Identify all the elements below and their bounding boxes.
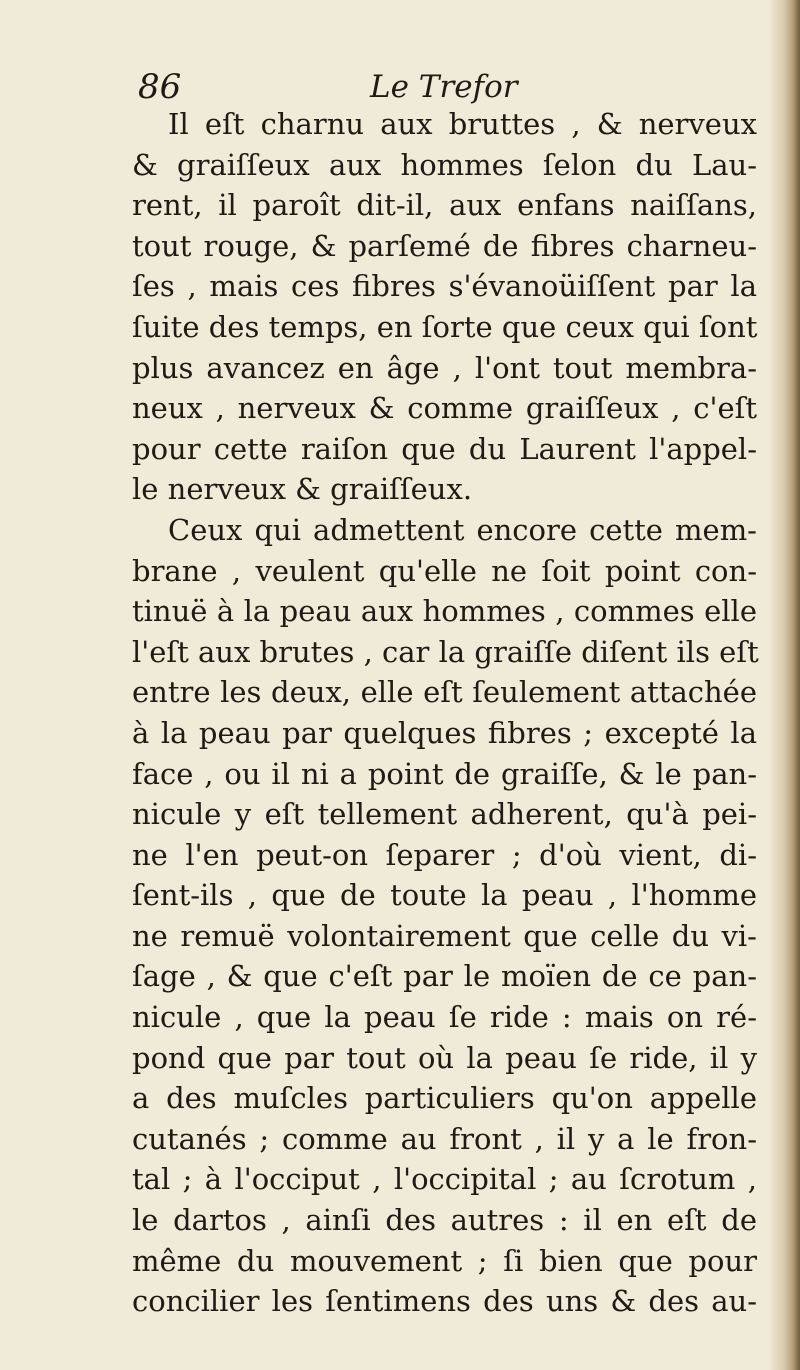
text-line: ſent-ils , que de toute la peau , l'homme [132, 878, 757, 913]
text-line: & graiſſeux aux hommes ſelon du Lau- [132, 147, 757, 182]
body-text [132, 104, 757, 1322]
text-line: l'eſt aux brutes , car la graiſſe diſent ils eſt [132, 634, 759, 669]
text-line: tinuë à la peau aux hommes , commes elle [132, 594, 757, 629]
text-line: a des muſcles particuliers qu'on appelle [132, 1081, 757, 1116]
text-line: tout rouge, & parſemé de fibres charneu- [132, 228, 757, 263]
text-line: tal ; à l'occiput , l'occipital ; au ſcrotum , [132, 1162, 757, 1197]
page-number: 86 [138, 67, 182, 107]
text-line: le nerveux & graiſſeux. [132, 472, 473, 507]
text-line: nicule y eſt tellement adherent, qu'à pei- [132, 797, 757, 832]
text-line: concilier les ſentimens des uns & des au- [132, 1284, 757, 1319]
text-line: le dartos , ainſi des autres : il en eſt de [132, 1203, 757, 1238]
text-line: Il eſt charnu aux bruttes , & nerveux [168, 107, 757, 141]
text-line: pond que par tout où la peau ſe ride, il y [132, 1040, 757, 1075]
text-line: entre les deux, elle eſt ſeulement attachée [132, 675, 757, 710]
text-line: neux , nerveux & comme graiſſeux , c'eſt [132, 391, 757, 426]
text-line: pour cette raiſon que du Laurent l'appel- [132, 431, 757, 466]
text-line: ſage , & que c'eſt par le moïen de ce pan- [132, 959, 757, 994]
text-line: nicule , que la peau ſe ride : mais on ré- [132, 1000, 757, 1035]
page-edge-shadow [770, 0, 800, 1370]
text-line: ſuite des temps, en ſorte que ceux qui ſont [132, 309, 758, 344]
text-line: cutanés ; comme au front , il y a le fron- [132, 1121, 757, 1156]
text-line: même du mouvement ; ſi bien que pour [132, 1243, 757, 1278]
text-line: à la peau par quelques fibres ; excepté la [132, 715, 757, 750]
text-line: plus avancez en âge , l'ont tout membra- [132, 350, 757, 385]
text-line: Ceux qui admettent encore cette mem- [168, 512, 757, 547]
text-line: ne remuë volontairement que celle du vi- [132, 918, 757, 953]
text-line: brane , veulent qu'elle ne ſoit point con- [132, 553, 757, 588]
text-line: ſes , mais ces fibres s'évanoüiſſent par la [132, 269, 757, 304]
running-title: Le Trefor [370, 69, 518, 105]
text-line: face , ou il ni a point de graiſſe, & le pan- [132, 756, 757, 791]
text-line: rent, il paroît dit-il, aux enfans naiſſans, [132, 188, 757, 223]
text-line: ne l'en peut-on ſeparer ; d'où vient, di- [132, 837, 757, 872]
